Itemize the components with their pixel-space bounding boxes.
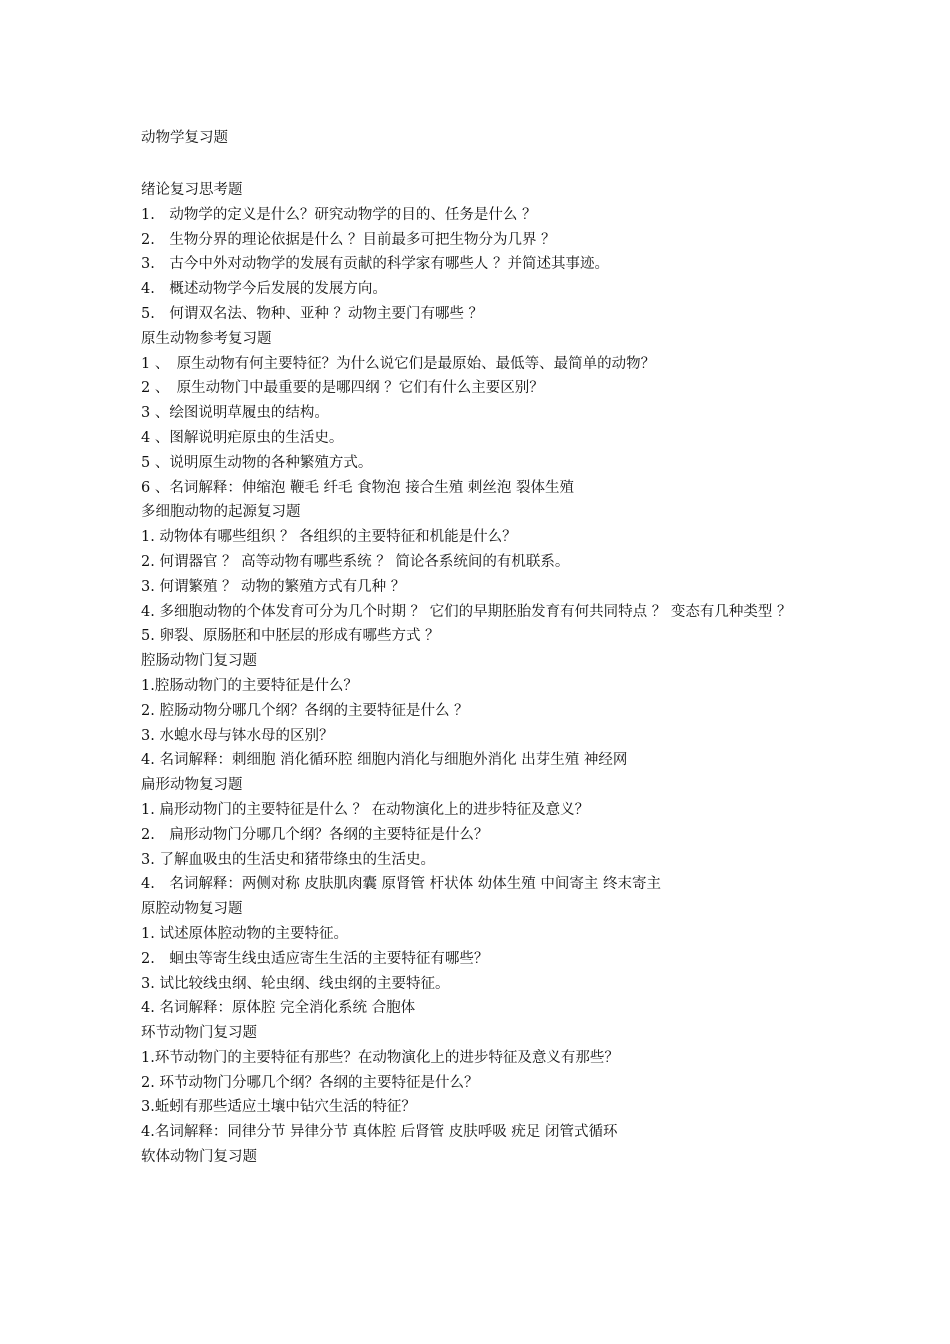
question-item: 2. 环节动物门分哪几个纲？各纲的主要特征是什么？	[141, 1074, 479, 1091]
question-item: 5. 何谓双名法、物种、亚种 ？动物主要门有哪些 ？	[141, 305, 484, 322]
question-item: 5. 卵裂、原肠胚和中胚层的形成有哪些方式 ？	[141, 628, 440, 645]
question-item: 2. 生物分界的理论依据是什么 ？目前最多可把生物分为几界 ？	[141, 231, 556, 248]
question-item: 2. 何谓器官 ？ 高等动物有哪些系统 ？ 简论各系统间的有机联系。	[141, 553, 570, 570]
question-item: 4. 名词解释：两侧对称 皮肤肌肉囊 原肾管 杆状体 幼体生殖 中间寄主 终末寄主	[141, 876, 661, 893]
question-item: 4. 名词解释：原体腔 完全消化系统 合胞体	[141, 1000, 416, 1017]
section-heading: 腔肠动物门复习题	[141, 653, 257, 670]
question-item: 1. 动物体有哪些组织 ？ 各组织的主要特征和机能是什么？	[141, 529, 517, 546]
question-item: 5 、说明原生动物的各种繁殖方式。	[141, 454, 373, 471]
question-item: 3 、绘图说明草履虫的结构。	[141, 405, 329, 422]
section-heading: 多细胞动物的起源复习题	[141, 504, 301, 521]
question-item: 1. 试述原体腔动物的主要特征。	[141, 925, 348, 942]
question-item: 1. 动物学的定义是什么？研究动物学的目的、任务是什么 ？	[141, 206, 537, 223]
question-item: 3.蚯蚓有那些适应土壤中钻穴生活的特征？	[141, 1099, 416, 1116]
question-item: 3. 何谓繁殖 ？ 动物的繁殖方式有几种 ？	[141, 578, 406, 595]
question-item: 2. 扁形动物门分哪几个纲？各纲的主要特征是什么？	[141, 826, 489, 843]
section-heading: 环节动物门复习题	[141, 1025, 257, 1042]
document-body	[141, 178, 831, 1170]
question-item: 1.腔肠动物门的主要特征是什么？	[141, 677, 358, 694]
question-item: 4. 概述动物学今后发展的发展方向。	[141, 281, 387, 298]
section-heading: 原腔动物复习题	[141, 901, 243, 918]
section-heading: 绪论复习思考题	[141, 182, 243, 198]
section-heading: 扁形动物复习题	[141, 777, 243, 794]
document-title: 动物学复习题	[141, 130, 228, 146]
question-item: 3. 水螅水母与钵水母的区别？	[141, 727, 334, 744]
document-page	[141, 126, 831, 1170]
question-item: 1.环节动物门的主要特征有那些？在动物演化上的进步特征及意义有那些？	[141, 1049, 619, 1066]
question-item: 2. 腔肠动物分哪几个纲？各纲的主要特征是什么 ？	[141, 702, 469, 719]
question-item: 2 、 原生动物门中最重要的是哪四纲 ？它们有什么主要区别？	[141, 380, 544, 397]
question-item: 3. 古今中外对动物学的发展有贡献的科学家有哪些人 ？并简述其事迹。	[141, 256, 609, 273]
question-item: 1. 扁形动物门的主要特征是什么 ？ 在动物演化上的进步特征及意义？	[141, 801, 590, 818]
question-item: 4. 多细胞动物的个体发育可分为几个时期 ？ 它们的早期胚胎发育有何共同特点 ？ 变态有几种类型 ？	[141, 603, 792, 620]
question-item: 6 、名词解释：伸缩泡 鞭毛 纤毛 食物泡 接合生殖 刺丝泡 裂体生殖	[141, 479, 574, 496]
question-item: 3. 试比较线虫纲、轮虫纲、线虫纲的主要特征。	[141, 975, 450, 992]
section-heading: 原生动物参考复习题	[141, 330, 272, 347]
question-item: 4. 名词解释：刺细胞 消化循环腔 细胞内消化与细胞外消化 出芽生殖 神经网	[141, 752, 628, 769]
question-item: 1 、 原生动物有何主要特征？为什么说它们是最原始、最低等、最简单的动物？	[141, 355, 656, 372]
question-item: 4.名词解释：同律分节 异律分节 真体腔 后肾管 皮肤呼吸 疣足 闭管式循环	[141, 1124, 618, 1141]
section-heading: 软体动物门复习题	[141, 1149, 257, 1166]
question-item: 2. 蛔虫等寄生线虫适应寄生生活的主要特征有哪些？	[141, 950, 489, 967]
question-item: 4 、图解说明疟原虫的生活史。	[141, 429, 344, 446]
question-item: 3. 了解血吸虫的生活史和猪带绦虫的生活史。	[141, 851, 435, 868]
